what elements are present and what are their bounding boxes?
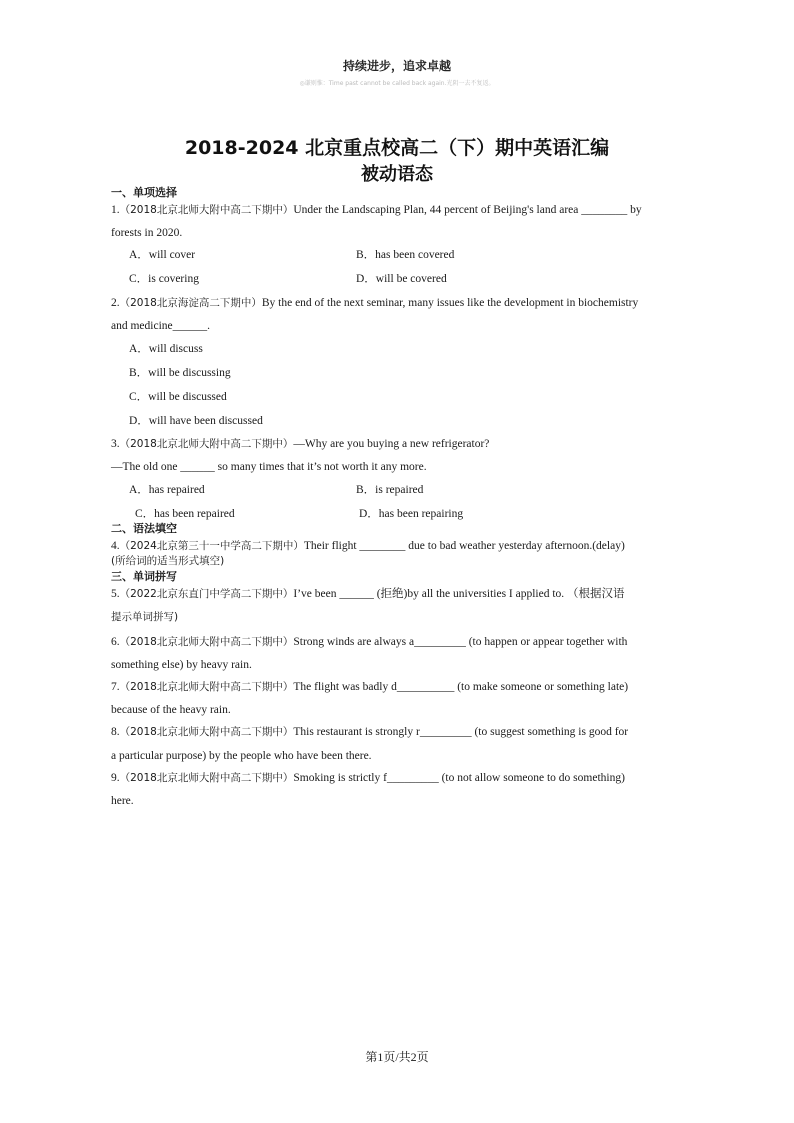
section-heading-spelling: 三、单词拼写 <box>111 570 177 583</box>
question-source: （2022北京东直门中学高二下期中） <box>119 588 294 600</box>
page-number: 第1页/共2页 <box>365 1050 429 1064</box>
question-text: —Why are you buying a new refrigerator? <box>293 438 490 450</box>
question-number: 3. <box>111 438 120 450</box>
question-5 <box>111 587 625 601</box>
page-title: 2018-2024 北京重点校高二（下）期中英语汇编 <box>184 137 610 159</box>
question-4-continued: (所给词的适当形式填空) <box>111 555 225 567</box>
question-1 <box>111 203 642 217</box>
question-number: 8. <box>111 726 120 738</box>
option-a: A．will discuss <box>129 343 203 355</box>
question-7 <box>111 680 628 694</box>
question-8 <box>111 725 628 739</box>
question-6 <box>111 635 627 649</box>
option-c: C．will be discussed <box>129 391 227 403</box>
question-number: 4. <box>111 540 120 552</box>
option-b: B．will be discussing <box>129 367 231 379</box>
question-source: （2018北京北师大附中高二下期中） <box>119 681 294 693</box>
question-text: The flight was badly d__________ (to make someone or something late) <box>293 681 629 693</box>
question-text: I’ve been ______ (拒绝)by all the universities I applied to. （根据汉语 <box>293 588 625 600</box>
question-text: By the end of the next seminar, many issues like the development in biochemistry <box>261 297 639 309</box>
question-number: 2. <box>111 297 120 309</box>
question-5-continued: 提示单词拼写) <box>111 611 179 623</box>
question-8-continued: a particular purpose) by the people who have been there. <box>111 750 372 762</box>
question-7-continued: because of the heavy rain. <box>111 704 231 716</box>
option-c: C．is covering <box>129 273 199 285</box>
question-number: 9. <box>111 772 120 784</box>
section-heading-grammar-fill: 二、语法填空 <box>111 522 177 535</box>
question-source: （2018北京北师大附中高二下期中） <box>119 636 294 648</box>
option-a: A．has repaired <box>129 484 205 496</box>
option-a: A．will cover <box>129 249 196 261</box>
page-subtitle: 被动语态 <box>361 164 433 185</box>
question-number: 1. <box>111 204 120 216</box>
question-text: Strong winds are always a_________ (to happen or appear together with <box>293 636 628 648</box>
question-3-continued: —The old one ______ so many times that it’s not worth it any more. <box>111 461 427 473</box>
section-heading-single-choice: 一、单项选择 <box>111 186 177 199</box>
question-number: 6. <box>111 636 120 648</box>
question-text: This restaurant is strongly r_________ (to suggest something is good for <box>293 726 629 738</box>
option-c: C．has been repaired <box>135 508 235 520</box>
question-text: Under the Landscaping Plan, 44 percent of Beijing's land area ________ by <box>293 204 642 216</box>
question-1-continued: forests in 2020. <box>111 227 183 239</box>
header-subtitle: ◎谦则惟：Time past cannot be called back again.光阴一去不复返。 <box>299 80 495 87</box>
question-source: （2018北京海淀高二下期中） <box>119 297 262 309</box>
question-text: Smoking is strictly f_________ (to not allow someone to do something) <box>293 772 625 784</box>
header-slogan: 持续进步，追求卓越 <box>342 59 451 73</box>
question-6-continued: something else) by heavy rain. <box>111 659 252 671</box>
question-text: Their flight ________ due to bad weather yesterday afternoon.(delay) <box>303 540 625 552</box>
option-d: D．has been repairing <box>359 508 464 520</box>
question-number: 7. <box>111 681 120 693</box>
question-9 <box>111 771 625 785</box>
question-number: 5. <box>111 588 120 600</box>
question-3 <box>111 437 489 451</box>
question-source: （2018北京北师大附中高二下期中） <box>119 726 294 738</box>
question-source: （2018北京北师大附中高二下期中） <box>119 438 294 450</box>
option-b: B．has been covered <box>356 249 455 261</box>
question-source: （2018北京北师大附中高二下期中） <box>119 204 294 216</box>
question-9-continued: here. <box>111 795 134 807</box>
question-source: （2018北京北师大附中高二下期中） <box>119 772 294 784</box>
question-4 <box>111 539 625 553</box>
question-2 <box>111 296 638 310</box>
option-d: D．will have been discussed <box>129 415 263 427</box>
option-d: D．will be covered <box>356 273 447 285</box>
question-source: （2024北京第三十一中学高二下期中） <box>119 540 304 552</box>
option-b: B．is repaired <box>356 484 424 496</box>
question-2-continued: and medicine______. <box>111 320 211 332</box>
